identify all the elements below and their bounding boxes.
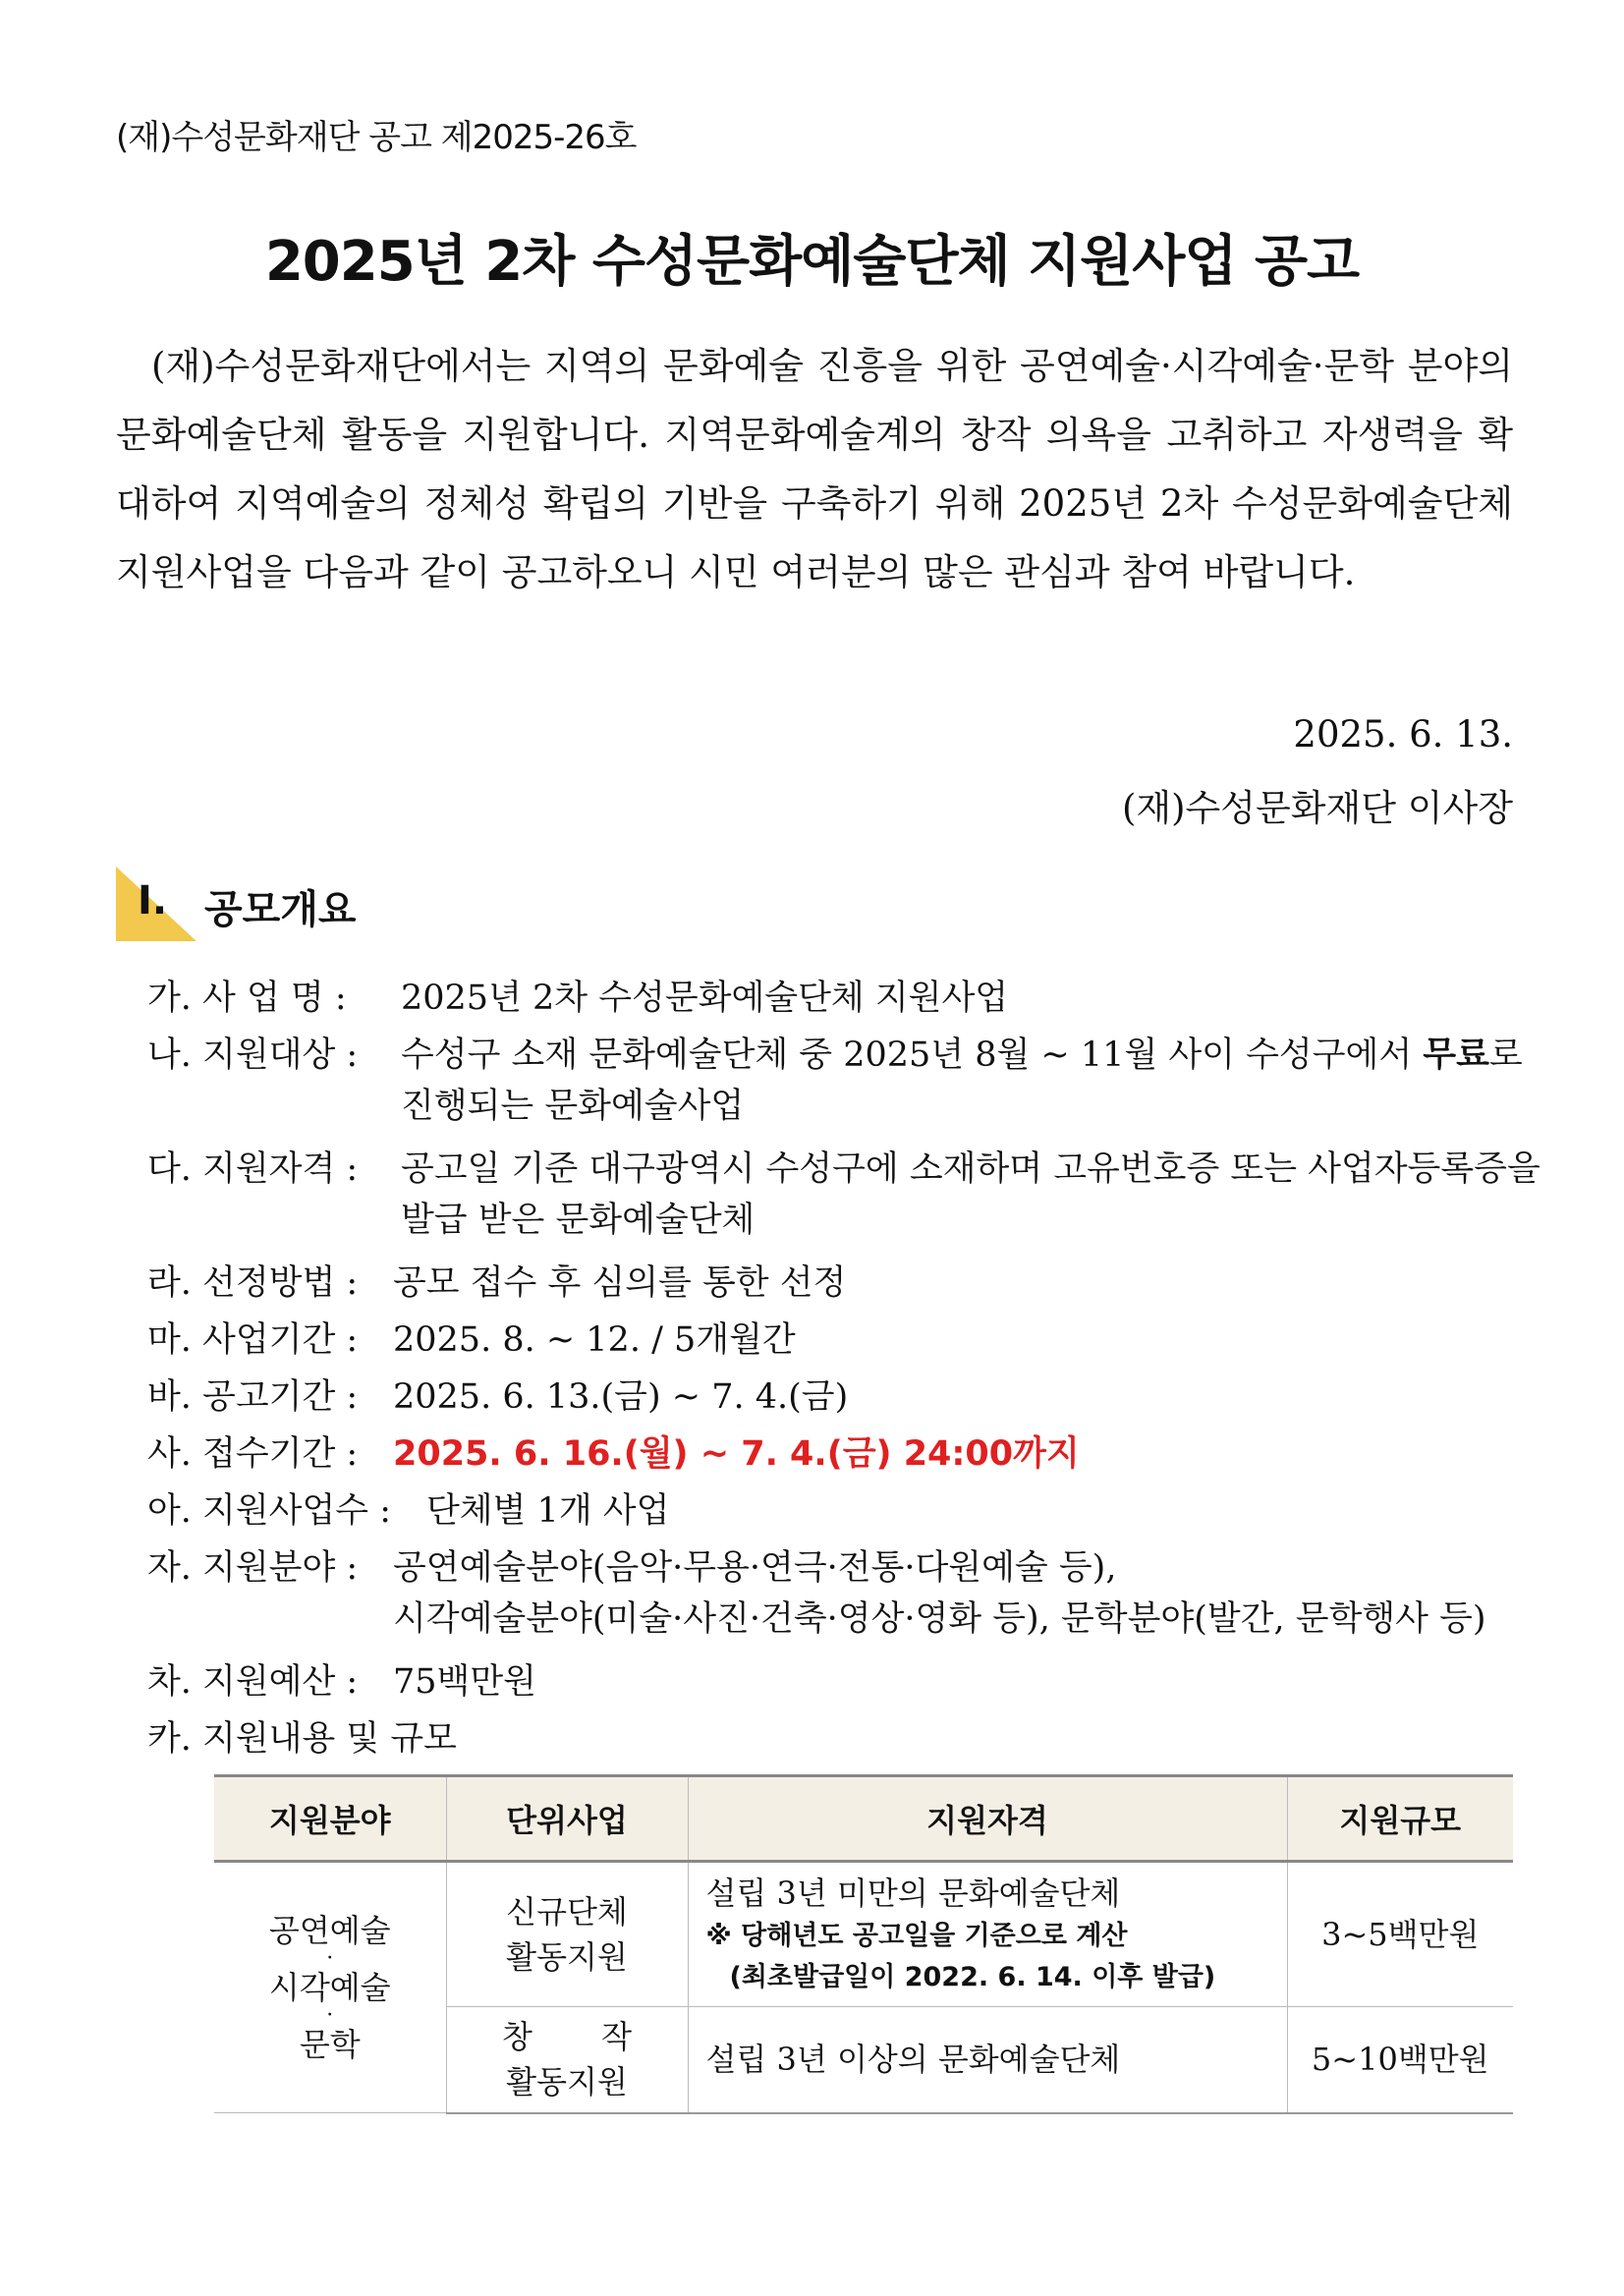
page-title: 2025년 2차 수성문화예술단체 지원사업 공고 [264, 230, 1360, 294]
section-number: Ⅰ. [138, 878, 168, 924]
table-row [214, 1862, 1513, 2007]
item-value-line2: 시각예술분야(미술·사진·건축·영상·영화 등), 문학분야(발간, 문학행사 등) [393, 1599, 1486, 1639]
issuer-name: (재)수성문화재단 이사장 [1121, 787, 1513, 829]
scale-cell: 3~5백만원 [1287, 1862, 1513, 2007]
qualification-note: ※ 당해년도 공고일을 기준으로 계산 [705, 1921, 1128, 1951]
item-key: 사. 접수기간 : [147, 1434, 359, 1474]
intro-text: (재)수성문화재단에서는 지역의 문화예술 진흥을 위한 공연예술·시각예술·문학 분야의 문화예술단체 활동을 지원합니다. 지역문화예술계의 창작 의욕을 고취하고 자생력을 확대하여 지역예술의 정체성 확립의 기반을 구축하기 위해 2025년 2차 수성문화예술단체 지원사업을 다음과 같이 공고하오니 시민 여러분의 많은 관심과 참여 바랍니다. [116, 345, 1513, 593]
item-value-bold: 무료 [1423, 1036, 1489, 1075]
unit-line: 활동지원 [506, 1938, 628, 1976]
notice-number: (재)수성문화재단 공고 제2025-26호 [116, 118, 637, 157]
field-line: 문학 [299, 2026, 361, 2063]
item-key: 카. 지원내용 및 규모 [147, 1719, 457, 1759]
item-value-part: 로 [1488, 1036, 1523, 1075]
table-header-row [214, 1776, 1513, 1862]
field-cell [214, 1862, 446, 2113]
support-table [214, 1774, 1513, 2114]
item-value: 단체별 1개 사업 [426, 1491, 670, 1531]
item-key: 다. 지원자격 : [147, 1149, 359, 1189]
scale-cell: 5~10백만원 [1287, 2007, 1513, 2113]
item-key: 라. 선정방법 : [147, 1263, 359, 1303]
qualification-note: (최초발급일이 2022. 6. 14. 이후 발급) [729, 1962, 1216, 1992]
item-value: 75백만원 [393, 1662, 536, 1702]
item-value: 공모 접수 후 심의를 통한 선정 [393, 1263, 847, 1303]
item-key: 나. 지원대상 : [147, 1036, 359, 1075]
item-key: 차. 지원예산 : [147, 1662, 359, 1702]
item-value: 2025년 2차 수성문화예술단체 지원사업 [401, 979, 1009, 1018]
item-value [401, 1028, 1523, 1077]
item-key: 바. 공고기간 : [147, 1377, 359, 1417]
qualification-cell [688, 1862, 1287, 2007]
item-key: 자. 지원분야 : [147, 1548, 359, 1588]
item-value-part: 수성구 소재 문화예술단체 중 2025년 8월 ~ 11월 사이 수성구에서 [401, 1036, 1424, 1075]
field-line: 시각예술 [268, 1969, 391, 2006]
item-key: 아. 지원사업수 : [147, 1491, 392, 1531]
item-key: 마. 사업기간 : [147, 1320, 359, 1360]
unit-line: 신규단체 [506, 1893, 628, 1931]
section-title: 공모개요 [204, 887, 357, 932]
unit-cell [446, 1862, 688, 2007]
field-separator: · [326, 1946, 334, 1971]
qualification-text: 설립 3년 미만의 문화예술단체 [705, 1875, 1121, 1912]
item-value-line2: 발급 받은 문화예술단체 [401, 1201, 756, 1240]
qualification-cell: 설립 3년 이상의 문화예술단체 [688, 2007, 1287, 2113]
item-value-line2: 진행되는 문화예술사업 [401, 1087, 745, 1126]
table-header-cell: 단위사업 [446, 1776, 688, 1862]
unit-line: 창 작 [502, 2018, 632, 2056]
table-header-cell: 지원자격 [688, 1776, 1287, 1862]
item-value: 공고일 기준 대구광역시 수성구에 소재하며 고유번호증 또는 사업자등록증을 [401, 1149, 1540, 1189]
intro-paragraph [116, 332, 1513, 607]
unit-line: 활동지원 [506, 2063, 628, 2101]
item-value: 공연예술분야(음악·무용·연극·전통·다원예술 등), [393, 1548, 1117, 1588]
table-header-cell: 지원분야 [214, 1776, 446, 1862]
unit-cell [446, 2007, 688, 2113]
table-header-cell: 지원규모 [1287, 1776, 1513, 1862]
item-value: 2025. 8. ~ 12. / 5개월간 [393, 1320, 796, 1360]
field-line: 공연예술 [268, 1912, 391, 1949]
item-value: 2025. 6. 13.(금) ~ 7. 4.(금) [393, 1377, 849, 1417]
field-separator: · [326, 2003, 334, 2028]
item-key: 가. 사 업 명 : [147, 979, 347, 1018]
item-value-highlight: 2025. 6. 16.(월) ~ 7. 4.(금) 24:00까지 [393, 1434, 1080, 1474]
announcement-date: 2025. 6. 13. [1293, 713, 1513, 756]
